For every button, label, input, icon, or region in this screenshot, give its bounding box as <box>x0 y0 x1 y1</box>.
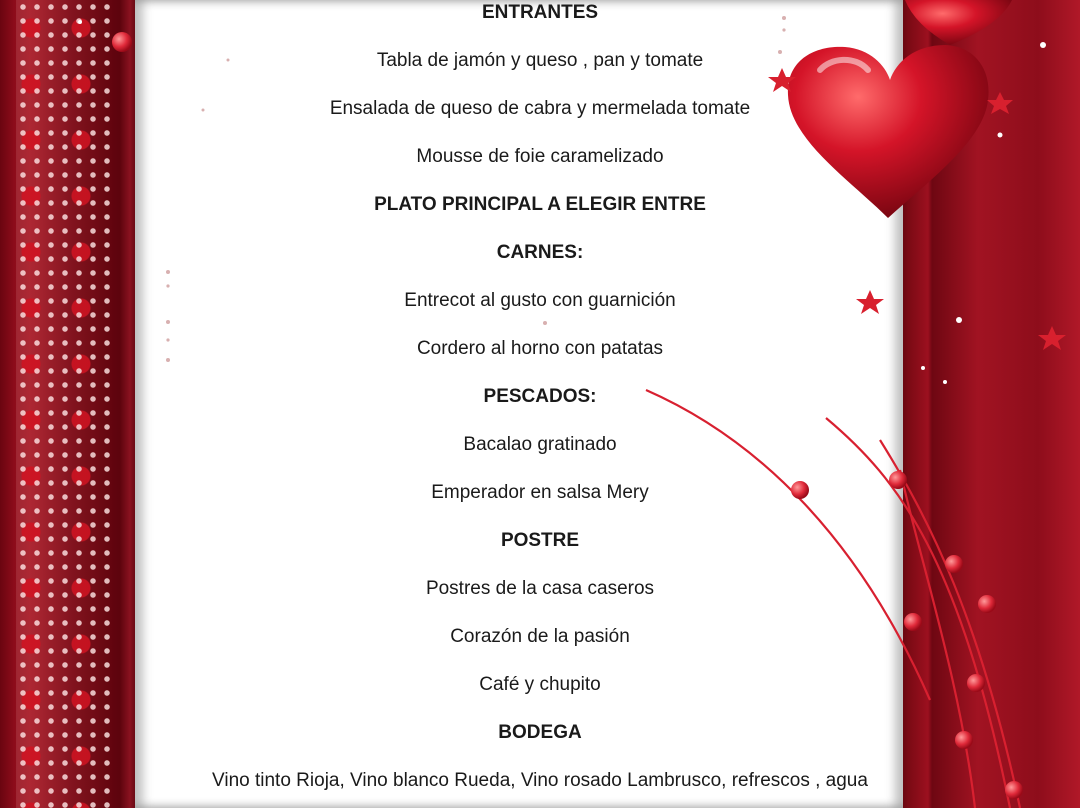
section-title-pescados: PESCADOS: <box>483 386 597 407</box>
menu-item: Mousse de foie caramelizado <box>416 146 664 167</box>
menu-item: Entrecot al gusto con guarnición <box>404 290 676 311</box>
section-title-postre: POSTRE <box>500 530 580 551</box>
menu-item: Ensalada de queso de cabra y mermelada tomate <box>329 98 751 119</box>
menu-item: Postres de la casa caseros <box>425 578 655 599</box>
menu-item: Cordero al horno con patatas <box>416 338 664 359</box>
menu-item: Corazón de la pasión <box>450 626 630 647</box>
section-title-carnes: CARNES: <box>496 242 584 263</box>
section-title-entrantes: ENTRANTES <box>481 2 599 23</box>
section-title-principal: PLATO PRINCIPAL A ELEGIR ENTRE <box>374 194 706 215</box>
menu-item: Tabla de jamón y queso , pan y tomate <box>376 50 704 71</box>
menu-item: Bacalao gratinado <box>463 434 617 455</box>
menu-item-bodega: Vino tinto Rioja, Vino blanco Rueda, Vino rosado Lambrusco, refrescos , agua <box>212 770 868 791</box>
menu-item: Café y chupito <box>479 674 601 695</box>
menu-content <box>135 0 945 808</box>
section-title-bodega: BODEGA <box>498 722 582 743</box>
menu-item: Emperador en salsa Mery <box>431 482 649 503</box>
